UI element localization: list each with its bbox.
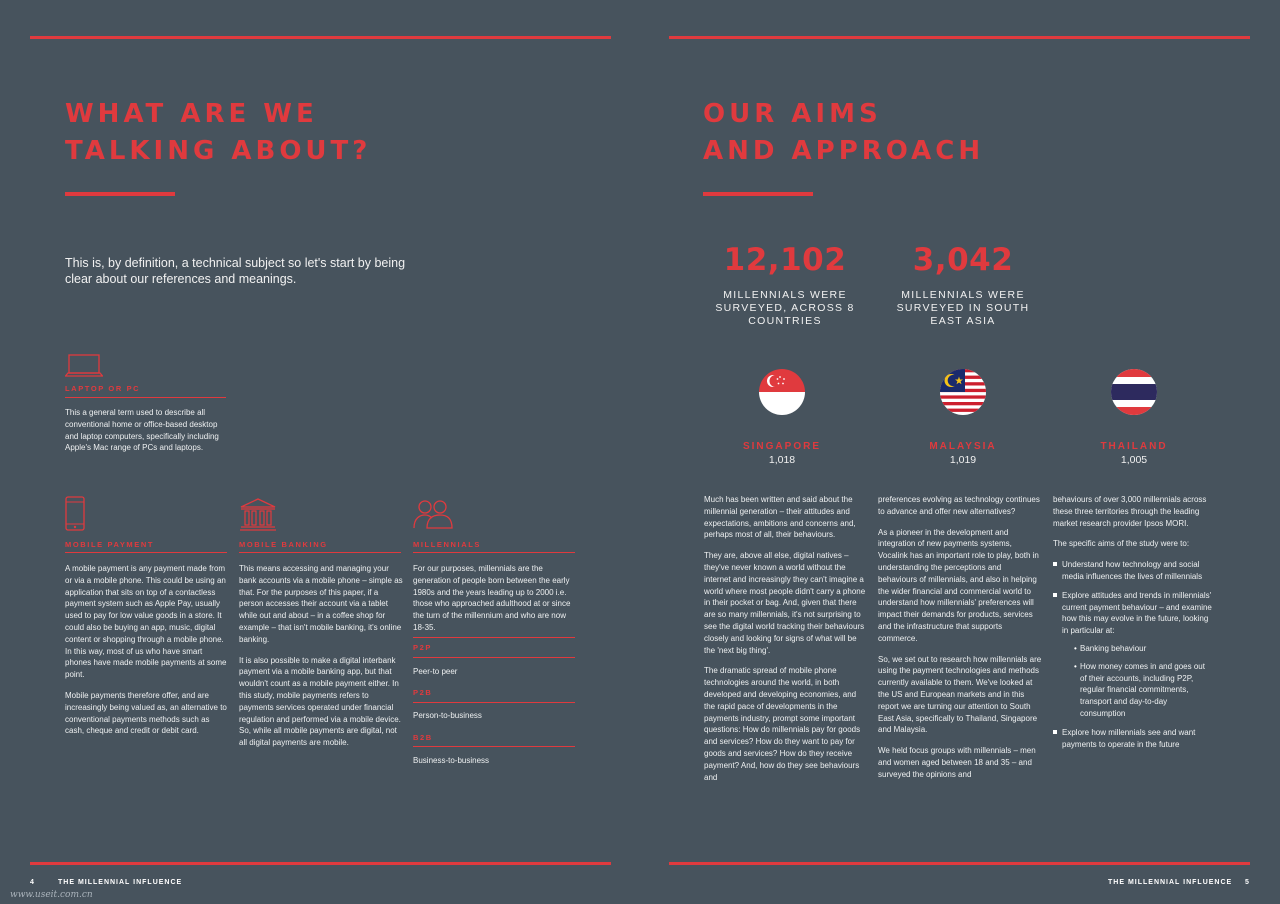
millennials-text: For our purposes, millennials are the generation of people born between the early 1980s and the years leading up to 2000 i.e. those who approached adulthood at or since the turn of the millennium and who are now 18-35. [413, 564, 571, 632]
aim-item-3-text: Explore how millennials see and want payments to operate in the future [1062, 727, 1196, 749]
p2p-label: P2P [413, 643, 432, 652]
footer-page-number-left: 4 [30, 879, 35, 886]
page-title-right [703, 96, 984, 170]
laptop-rule [65, 397, 226, 398]
stat-value-total: 12,102 [723, 242, 847, 278]
title-underline-left [65, 192, 175, 196]
stat-value-sea: 3,042 [912, 242, 1014, 278]
aim-item-1 [1053, 559, 1213, 583]
country-name-thailand: THAILAND [1100, 441, 1168, 452]
col1-p2: They are, above all else, digital natives – they've never known a world without the internet and increasingly they can't imagine a world where most people didn't carry a phone in their pocket or bag. And, given that there are so many millennials, it's not surprising to see the digital world tracking their behaviours closely and looking for signs of what will be the 'next big thing'. [704, 551, 866, 655]
bank-icon [239, 497, 277, 531]
footer-title-left: THE MILLENNIAL INFLUENCE [58, 879, 183, 886]
mobile-payment-p1: A mobile payment is any payment made from or via a mobile phone. This could be using an application that sits on top of a contactless payment system such as Apple Pay, usually used to pay for low value goods in a store. It could also be buying an app, music, digital content or shopping through a mobile phone. In this way, most of us who have smart phones have made mobile payments at some point. [65, 564, 227, 680]
p2b-value: Person-to-business [413, 711, 482, 720]
title-line-1: OUR AIMS [703, 99, 882, 129]
aim-sub-item-2: • How money comes in and goes out of their accounts, including P2P, regular financial commitments, transport and day-to-day consumption [1074, 661, 1213, 720]
millennials-rule [413, 552, 575, 553]
stat-desc-total: MILLENNIALS WERE SURVEYED, ACROSS 8 COUNTRIES [715, 289, 855, 327]
country-count-singapore: 1,018 [768, 454, 796, 466]
footer-title-right: THE MILLENNIAL INFLUENCE [1108, 879, 1233, 886]
stat-desc-sea: MILLENNIALS WERE SURVEYED IN SOUTH EAST ASIA [896, 289, 1030, 327]
col3-p2: The specific aims of the study were to: [1053, 539, 1190, 549]
mobile-payment-rule [65, 552, 227, 553]
country-count-malaysia: 1,019 [949, 454, 977, 466]
page-title-left [65, 96, 371, 170]
bottom-rule-left [30, 862, 611, 865]
mobile-banking-text [239, 563, 403, 758]
aim-sub-list [1074, 643, 1213, 720]
aim-sub-item-1: • Banking behaviour [1074, 643, 1213, 655]
col1-p3: The dramatic spread of mobile phone technologies around the world, in both developed and developing economies, and the rapid pace of developments in the payments industry, prompt some important questions: How do millennials pay for goods and services? How do they want to pay for goods and services? How do they receive payment? And, how do they see behaviours and [704, 666, 861, 782]
b2b-value: Business-to-business [413, 756, 490, 765]
body-column-3 [1053, 494, 1213, 757]
col2-p1: preferences evolving as technology continues to advance and offer new alternatives? [878, 495, 1040, 516]
p2b-rule [413, 702, 575, 703]
people-icon [413, 498, 453, 530]
malaysia-flag-icon [940, 369, 986, 415]
thailand-flag-icon [1111, 369, 1157, 415]
mobile-banking-p1: This means accessing and managing your bank accounts via a mobile phone – simple as that. For the purposes of this paper, if a person accesses their account via a tablet while out and about – in a coffee shop for example – that isn't mobile banking, it's online banking. [239, 564, 403, 644]
title-line-2: AND APPROACH [703, 136, 985, 166]
title-line-1: WHAT ARE WE [65, 99, 318, 129]
country-name-singapore: SINGAPORE [742, 441, 821, 452]
col2-p2: As a pioneer in the development and integration of new payments systems, Vocalink has an important role to play, both in understanding the perceptions and behaviours of millennials, and also in helping the wider financial and commercial world to understand how millennials' preferences will impact their demands for products, services and the infrastructure that supports commerce. [878, 527, 1039, 643]
p2p-value: Peer-to peer [413, 667, 458, 676]
top-rule-right [669, 36, 1250, 39]
p2p-rule-2 [413, 657, 575, 658]
col1-p1: Much has been written and said about the millennial generation – their attitudes and expectations, ambitions and concerns and, perhaps most of all, their behaviours. [704, 495, 856, 540]
mobile-payment-p2: Mobile payments therefore offer, and are increasingly being valued as, an alternative to conventional payments methods such as cash, cheque and credit or debit card. [65, 690, 227, 736]
watermark-text: www.useit.com.cn [10, 890, 93, 900]
country-name-malaysia: MALAYSIA [929, 441, 997, 452]
aim-item-2-text: Explore attitudes and trends in millennials' current payment behaviour – and examine how this may evolve in the future, looking in particular at: [1062, 590, 1212, 636]
body-column-2 [878, 494, 1042, 790]
mobile-payment-title: MOBILE PAYMENT [65, 540, 155, 549]
laptop-text: This a general term used to describe all conventional home or office-based desktop and laptop computers, specifically including Apple's Mac range of PCs and laptops. [65, 408, 219, 453]
top-rule-left [30, 36, 611, 39]
title-underline-right [703, 192, 813, 196]
mobile-phone-icon [65, 496, 85, 531]
b2b-rule [413, 746, 575, 747]
b2b-label: B2B [413, 733, 433, 742]
aim-item-2 [1053, 590, 1213, 720]
col2-p3: So, we set out to research how millennials are using the payment technologies and methods currently available to them. We've looked at the US and European markets and in this report we are turning our attention to South East Asia, specifically to Thailand, Singapore and Malaysia. [878, 654, 1042, 735]
bottom-rule-right [669, 862, 1250, 865]
body-column-1 [704, 494, 868, 792]
mobile-banking-rule [239, 552, 401, 553]
mobile-payment-text [65, 563, 230, 746]
col2-p4: We held focus groups with millennials – men and women aged between 18 and 35 – and surveyed the opinions and [878, 746, 1036, 779]
country-count-thailand: 1,005 [1120, 454, 1148, 466]
aim-item-3 [1053, 727, 1213, 751]
p2p-rule [413, 637, 575, 638]
mobile-banking-title: MOBILE BANKING [239, 540, 328, 549]
footer-page-number-right: 5 [1245, 879, 1250, 886]
aims-list [1053, 559, 1213, 750]
mobile-banking-p2: It is also possible to make a digital interbank payment via a mobile banking app, but that wouldn't count as a mobile payment either. In this study, mobile payments refers to payments services operated under financial regulation and performed via a mobile device. So, while all mobile payments are digital, not all digital payments are mobile. [239, 655, 401, 748]
singapore-flag-icon [759, 369, 805, 415]
laptop-icon [65, 354, 103, 378]
intro-text: This is, by definition, a technical subject so let's start by being clear about our references and meanings. [65, 256, 406, 286]
p2b-label: P2B [413, 688, 433, 697]
col3-p1: behaviours of over 3,000 millennials across these three territories through the leading market research provider Ipsos MORI. [1053, 495, 1207, 528]
laptop-title: LAPTOP OR PC [65, 384, 141, 393]
title-line-2: TALKING ABOUT? [65, 136, 372, 166]
millennials-title: MILLENNIALS [413, 540, 482, 549]
aim-item-1-text: Understand how technology and social media influences the lives of millennials [1062, 560, 1203, 581]
